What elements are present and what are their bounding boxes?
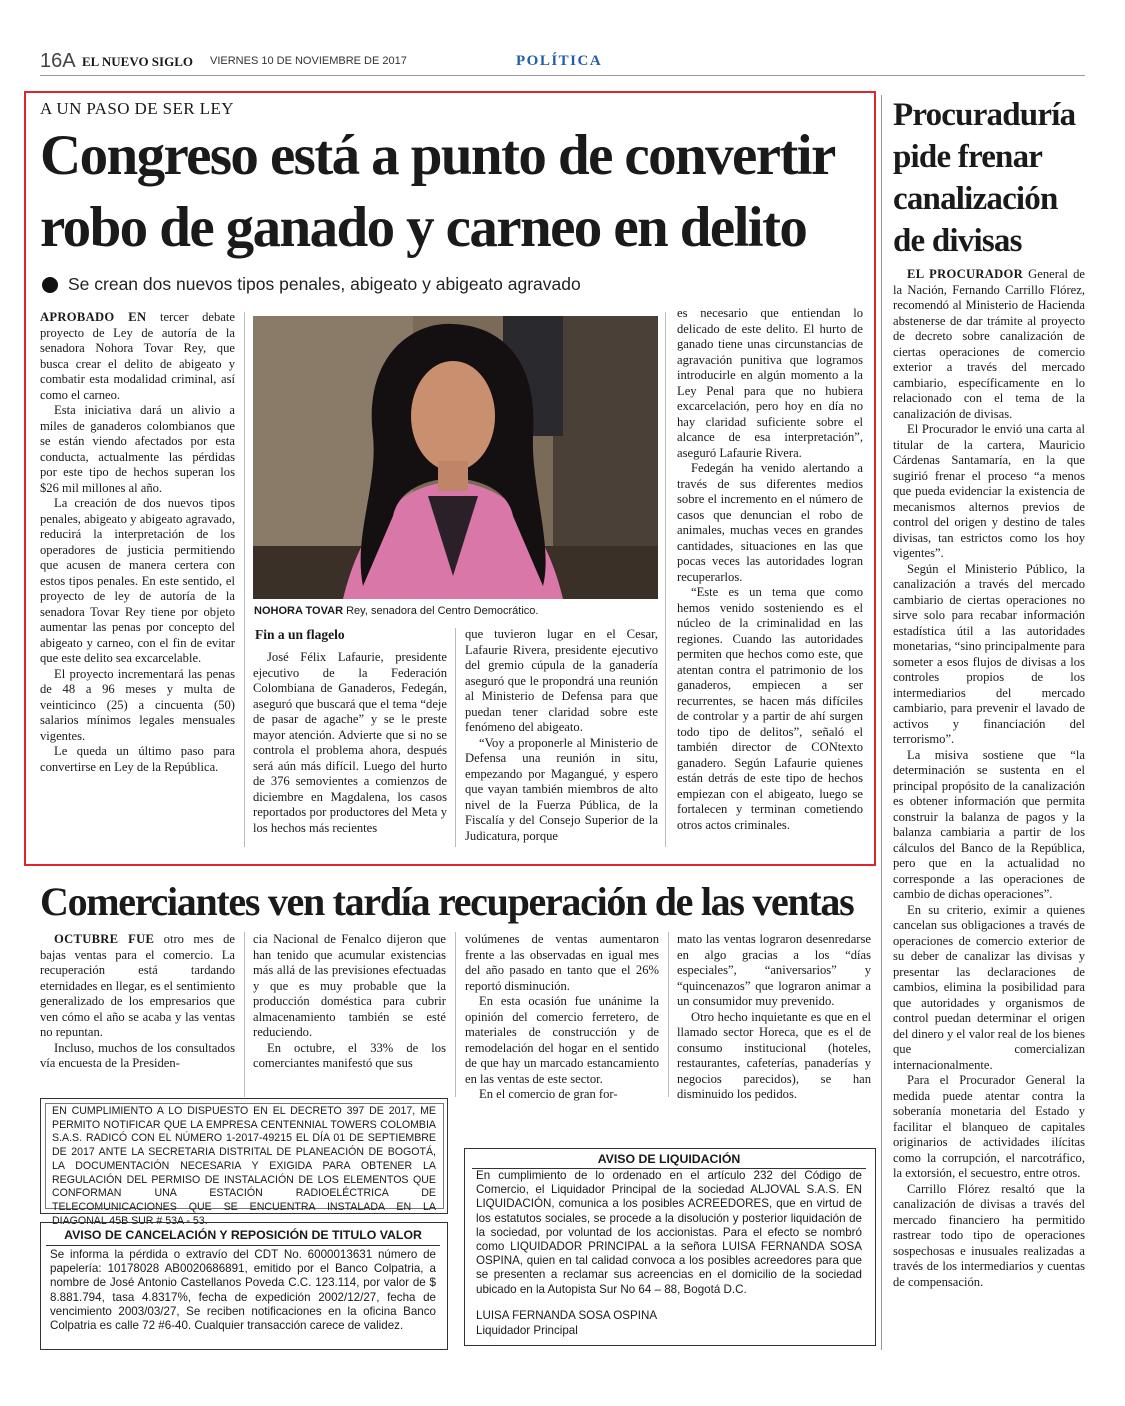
- sidebar-headline: Procuraduría pide frenar canalización de divisas: [893, 97, 1076, 259]
- liquidation-signature-role: Liquidador Principal: [476, 1324, 578, 1337]
- newspaper-name: EL NUEVO SIGLO: [82, 54, 193, 69]
- column-divider: [455, 932, 456, 1097]
- column-divider: [668, 932, 669, 1097]
- subhead-fin-a-un-flagelo: Fin a un flagelo: [255, 627, 345, 642]
- main-col-2: José Félix Lafaurie, presidente ejecutivo de la Federación Colombiana de Ganaderos, Fedegán, aseguró que buscará que el tema “deje de pasar de agache” y se le preste mayor atención. Advierte que si no se controla el problema ahora, después será aún más difícil. Luego del hurto de 376 semovientes a comienzos de diciembre en Magdalena, los casos reportados por productores del Meta y los hechos más recientes: [253, 650, 447, 835]
- cdt-title-rule: [46, 1245, 440, 1246]
- section-label: POLÍTICA: [516, 53, 603, 69]
- main-headline-line-1: Congreso está a punto de convertir: [40, 124, 835, 187]
- photo-caption: NOHORA TOVAR Rey, senadora del Centro Democrático.: [254, 605, 539, 617]
- senator-photo: [253, 316, 658, 599]
- liquidation-notice-text: En cumplimiento de lo ordenado en el artículo 232 del Código de Comercio, el Liquidador Principal de la sociedad ALJOVAL S.A.S. EN LIQUIDACIÓN, comunica a los posibles ACREEDORES, que en virtud de los estatutos sociales, se procede a la disolución y posterior liquidación de la sociedad, por voluntad de los accionistas. Para el efecto se nombró como LIQUIDADOR PRINCIPAL a la señora LUISA FERNANDA SOSA OSPINA, quien en tal calidad convoca a los posibles acreedores para que se presenten a reclamar sus acreencias en el domicilio de la sociedad ubicado en la Autopista Sur No 64 – 88, Bogotá D.C.: [476, 1169, 862, 1296]
- column-divider: [665, 312, 666, 847]
- cdt-notice-title: AVISO DE CANCELACIÓN Y REPOSICIÓN DE TITULO VALOR: [64, 1228, 422, 1242]
- second-col-4: mato las ventas lograron desenredarse en algo gracias a los “días especiales”, “aniversarios” y “quincenazos” que lograron animar a un consumidor muy prevenido. Otro hecho inquietante es que en el llamado sector Horeca, que es el de consumo institucional (hoteles, restaurantes, cafeterías, panaderías y negocios parecidos), se han disminuido los pedidos.: [677, 932, 871, 1101]
- main-summary: Se crean dos nuevos tipos penales, abigeato y abigeato agravado: [68, 274, 581, 294]
- telecom-notice-text: EN CUMPLIMIENTO A LO DISPUESTO EN EL DECRETO 397 DE 2017, ME PERMITO NOTIFICAR QUE LA EMPRESA CENTENNIAL TOWERS COLOMBIA S.A.S. RADICÓ CON EL NÚMERO 1-2017-49215 EL DÍA 01 DE SEPTIEMBRE DE 2017 ANTE LA SECRETARIA DISTRITAL DE PLANEACIÓN DE BOGOTÁ, LA DOCUMENTACIÓN NECESARIA Y EXIGIDA PARA OBTENER LA REGULACIÓN DEL PERMISO DE INSTALACIÓN DE LOS ELEMENTOS QUE CONFORMAN UNA ESTACIÓN RADIOELÉCTRICA DE TELECOMUNICACIONES QUE SE ENCUENTRA INSTALADA EN LA DIAGONAL 45B SUR # 53A - 53.: [52, 1105, 436, 1227]
- main-headline-line-2: robo de ganado y carneo en delito: [40, 196, 807, 259]
- sidebar-lead-word: EL PROCURADOR: [907, 267, 1024, 281]
- senator-photo-illustration: [253, 316, 658, 599]
- second-headline: Comerciantes ven tardía recuperación de las ventas: [40, 879, 854, 924]
- liquidation-signature-name: LUISA FERNANDA SOSA OSPINA: [476, 1309, 658, 1322]
- main-lead-word: APROBADO EN: [40, 310, 147, 324]
- second-col-1: OCTUBRE FUE otro mes de bajas ventas para el comercio. La recuperación está tardando eternidades en llegar, es el sentimiento generalizado de los empresarios que ven cómo el año se acaba y las ventas no repuntan. Incluso, muchos de los consultados vía encuesta de la Presiden-: [40, 932, 236, 1070]
- header-rule: [40, 75, 1085, 76]
- cdt-notice-text: Se informa la pérdida o extravío del CDT No. 6000013631 número de papelería: 10178028 AB0020686891, emitido por el Banco Colpatria, a nombre de José Antonio Castellanos Poveda C.C. 123.114, por valor de $ 8.881.794, tasa 4.8317%, fecha de expedición 2002/12/27, fecha de vencimiento 2003/03/27, Se reciben notificaciones en la oficina Banco Colpatria es calle 72 #6-40. Cualquier transacción carece de validez.: [50, 1248, 436, 1333]
- column-divider: [244, 932, 245, 1097]
- column-divider: [244, 312, 245, 847]
- column-divider: [455, 628, 456, 847]
- bullet-icon: [42, 277, 58, 293]
- page-number: 16A: [40, 50, 76, 72]
- page-header: [40, 48, 1085, 74]
- second-col-3: volúmenes de ventas aumentaron frente a las observadas en igual mes del año pasado en tanto que el 26% reportó disminución. En esta ocasión fue unánime la opinión del comercio ferretero, de materiales de construcción y de remodelación del hogar en el sentido de que hay un marcado estancamiento en las ventas de este sector. En el comercio de gran for-: [465, 932, 659, 1101]
- main-col-3: que tuvieron lugar en el Cesar, Lafaurie Rivera, presidente ejecutivo del gremio cúpula de la ganadería aseguró que le propondrá una reunión al Ministerio de Defensa para que puedan tener claridad sobre este fenómeno del abigeato. “Voy a proponerle al Ministerio de Defensa una reunión in situ, empezando por Magangué, y espero que vayan también miembros de alto nivel de la Fuerza Pública, de la Fiscalía y del Consejo Superior de la Judicatura, porque: [465, 627, 658, 843]
- liquidation-notice-title: AVISO DE LIQUIDACIÓN: [597, 1152, 741, 1166]
- issue-date: VIERNES 10 DE NOVIEMBRE DE 2017: [210, 55, 407, 67]
- main-col-1: APROBADO EN tercer debate proyecto de Ley de autoría de la senadora Nohora Tovar Rey, que busca crear el delito de abigeato y combatir esta modalidad criminal, así como el carneo. Esta iniciativa dará un alivio a miles de ganaderos colombianos que se están viendo afectados por esta conducta, actualmente las pérdidas por este tipo de hechos superan los $26 mil millones al año. La creación de dos nuevos tipos penales, abigeato y abigeato agravado, reducirá la interpretación de los operadores de justicia permitiendo que acusen de manera certera con estos tipos penales. En este sentido, el proyecto de ley de autoría de la senadora Tovar Rey tiene por objeto aumentar las penas por concepto del abigeato y carneo, con el fin de evitar que este delito sea excarcelable. El proyecto incrementará las penas de 48 a 96 meses y multa de veinticinco (25) a cincuenta (50) salarios mínimos legales mensuales vigentes. Le queda un último paso para convertirse en Ley de la República.: [40, 310, 235, 774]
- main-kicker: A UN PASO DE SER LEY: [40, 99, 234, 118]
- sidebar-divider: [881, 95, 882, 1350]
- second-col-2: cia Nacional de Fenalco dijeron que han tenido que acumular existencias más allá de las previsiones efectuadas y que es muy probable que la producción doméstica para cubrir almacenamiento también se esté reduciendo. En octubre, el 33% de los comerciantes manifestó que sus: [253, 932, 446, 1070]
- main-col-4: es necesario que entiendan lo delicado de este delito. El hurto de ganado tiene unas circunstancias de agravación punitiva que logramos introducirle en algún momento a la Ley Penal para que no hubiera excarcelación, pero hoy en día no hay claridad suficiente sobre el alcance de esa interpretación”, aseguró Lafaurie Rivera. Fedegán ha venido alertando a través de sus diferentes medios sobre el incremento en el número de casos que denuncian el robo de animales, muchas veces en grandes cantidades, situaciones en las que pocas veces las autoridades logran recuperarlos. “Este es un tema que como hemos venido sosteniendo es el núcleo de la criminalidad en las regiones. Cuando las autoridades permiten que hechos como este, que atentan contra el patrimonio de los ganaderos, empiecen a ser recurrentes, se hacen más difíciles de controlar y a partir de ahí surgen todo tipo de delitos”, señaló el también director de CONtexto ganadero. Según Lafaurie quienes están detrás de este tipo de hechos empiezan con el abigeato, luego se fortalecen y terminan cometiendo otros actos criminales.: [677, 306, 863, 832]
- sidebar-body: EL PROCURADOR General de la Nación, Fernando Carrillo Flórez, recomendó al Ministerio de Hacienda abstenerse de dar trámite al proyecto de decreto sobre canalización de ciertas operaciones de comercio exterior a través del mercado cambiario, específicamente en lo relacionado con el tema de la canalización de divisas. El Procurador le envió una carta al titular de la cartera, Mauricio Cárdenas Santamaría, en la que sugirió frenar el proceso “a menos que pueda evidenciar la existencia de mecanismos alternos previos de control del origen y destino de tales divisas, tan estrictos como los hoy vigentes”. Según el Ministerio Público, la canalización a través del mercado cambiario de ciertas operaciones no sirve solo para recabar información estadística útil a las autoridades monetarias, “sino principalmente para someter a esos flujos de divisas a los controles propios de los intermediarios del mercado cambiario, para prevenir el lavado de activos y financiación del terrorismo”. La misiva sostiene que “la determinación se sustenta en el principal propósito de la canalización es obtener información que permita construir la balanza de pagos y la balanza cambiaria a partir de los cálculos del Banco de la República, pero que en la actualidad no corresponde a las operaciones de cambio de dichas operaciones”. En su criterio, eximir a quienes cancelan sus obligaciones a través de operaciones de comercio exterior de su deber de canalizar las divisas y presentar las declaraciones de cambios, elimina la posibilidad para que autoridades y organismos de control puedan determinar el origen del dinero y el valor real de los bienes que comercializan internacionalmente. Para el Procurador General la medida puede atentar contra la soberanía monetaria del Estado y facilitar el blanqueo de capitales originarios de actividades ilícitas como la corrupción, el narcotráfico, la extorsión, el secuestro, entre otros. Carrillo Flórez resaltó que la canalización de divisas a través del mercado financiero ha permitido rastrear todo tipo de operaciones sospechosas e inusuales realizadas a través de los intermediarios y cuentas de compensación.: [893, 267, 1085, 1289]
